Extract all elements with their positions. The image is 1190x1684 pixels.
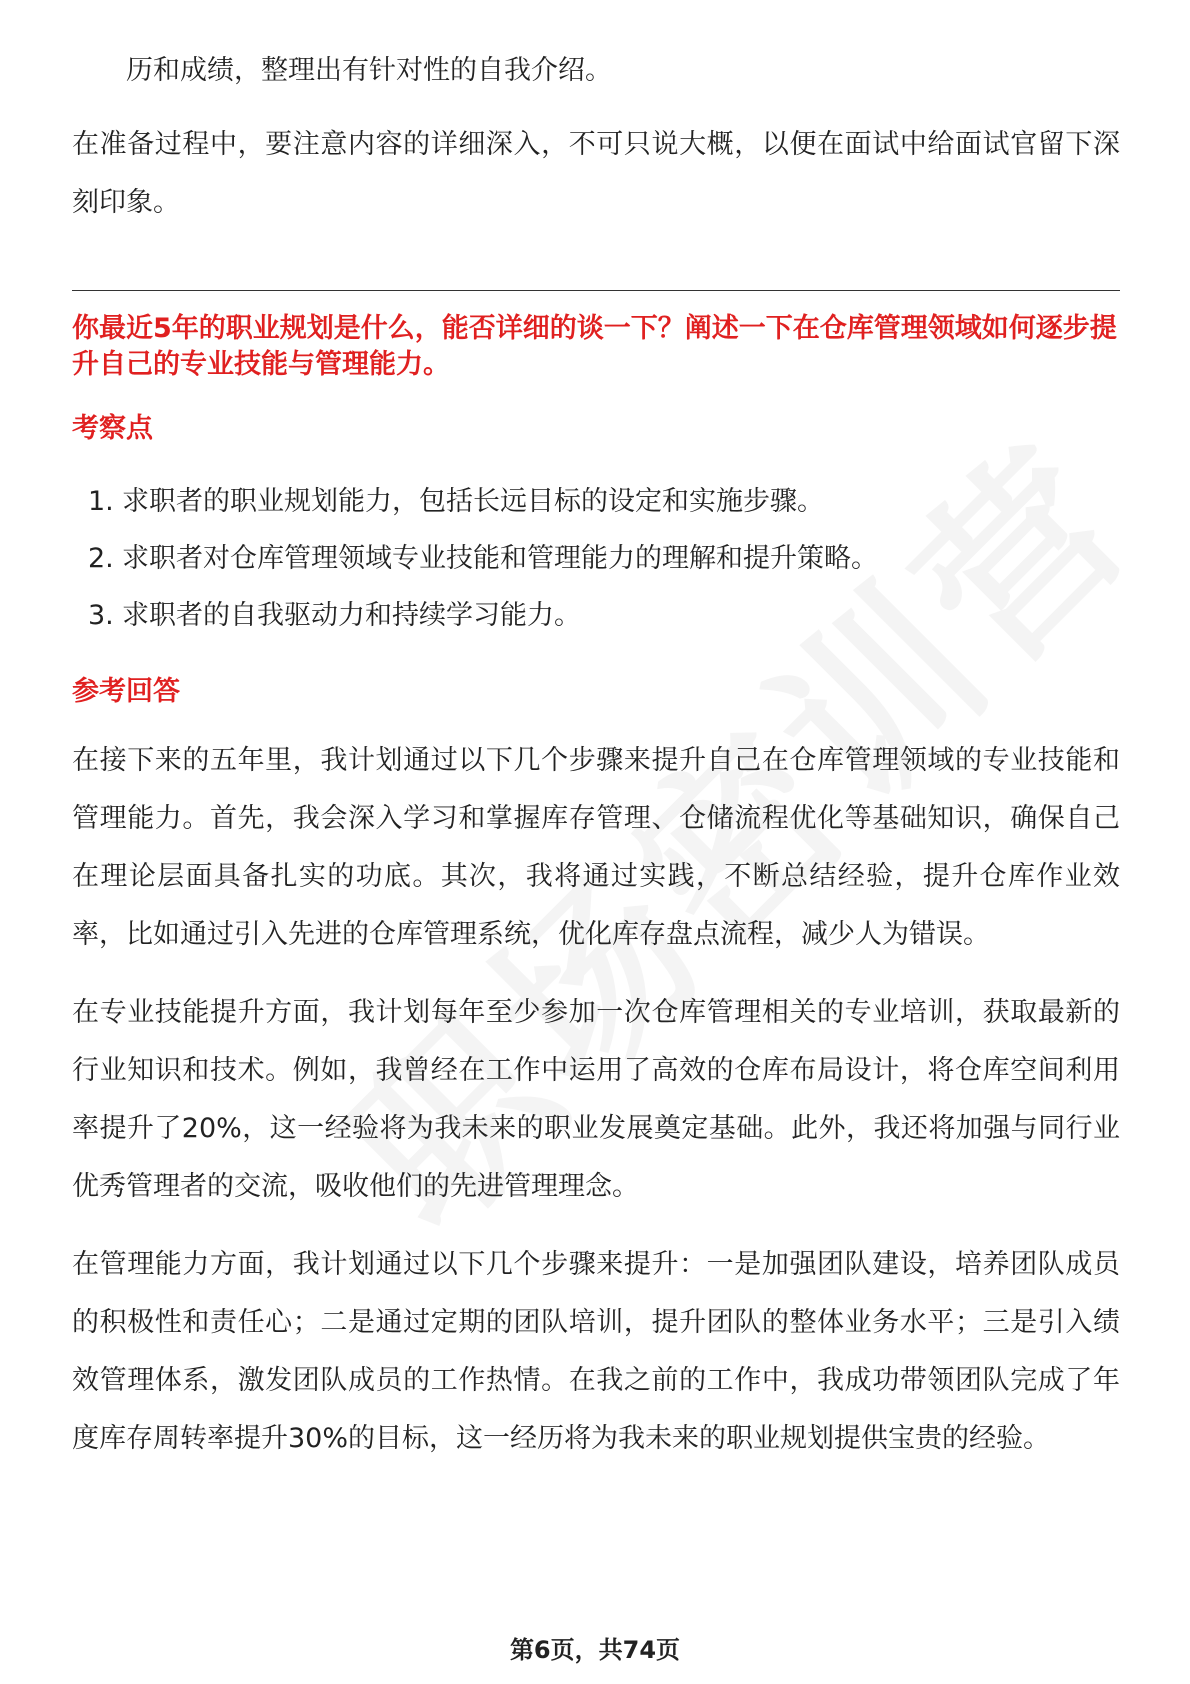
page-number-footer: 第6页，共74页: [509, 1636, 681, 1664]
preparation-note: 在准备过程中，要注意内容的详细深入，不可只说大概，以便在面试中给面试官留下深刻印象。: [72, 129, 1120, 218]
reference-answer-heading: 参考回答: [72, 676, 180, 707]
focus-points-list: [72, 473, 1120, 644]
list-item: [72, 530, 1120, 587]
list-item-number: 2.: [88, 543, 114, 574]
list-item: [72, 473, 1120, 530]
section-divider: [72, 290, 1120, 291]
list-item-text: 求职者的职业规划能力，包括长远目标的设定和实施步骤。: [122, 486, 824, 517]
answer-paragraph-3: 在管理能力方面，我计划通过以下几个步骤来提升：一是加强团队建设，培养团队成员的积极性和责任心；二是通过定期的团队培训，提升团队的整体业务水平；三是引入绩效管理体系，激发团队成员的工作热情。在我之前的工作中，我成功带领团队完成了年度库存周转率提升30%的目标，这一经历将为我未来的职业规划提供宝贵的经验。: [72, 1249, 1120, 1454]
question-heading: 你最近5年的职业规划是什么，能否详细的谈一下？阐述一下在仓库管理领域如何逐步提升自己的专业技能与管理能力。: [72, 313, 1117, 380]
list-item-text: 求职者的自我驱动力和持续学习能力。: [122, 600, 581, 631]
intro-continuation: 历和成绩，整理出有针对性的自我介绍。: [126, 55, 612, 86]
list-item-text: 求职者对仓库管理领域专业技能和管理能力的理解和提升策略。: [122, 543, 878, 574]
list-item-number: 1.: [88, 486, 114, 517]
answer-paragraph-1: 在接下来的五年里，我计划通过以下几个步骤来提升自己在仓库管理领域的专业技能和管理能力。首先，我会深入学习和掌握库存管理、仓储流程优化等基础知识，确保自己在理论层面具备扎实的功底。其次，我将通过实践，不断总结经验，提升仓库作业效率，比如通过引入先进的仓库管理系统，优化库存盘点流程，减少人为错误。: [72, 745, 1120, 950]
page-content: [72, 42, 1120, 1468]
answer-paragraph-2: 在专业技能提升方面，我计划每年至少参加一次仓库管理相关的专业培训，获取最新的行业知识和技术。例如，我曾经在工作中运用了高效的仓库布局设计，将仓库空间利用率提升了20%，这一经验将为我未来的职业发展奠定基础。此外，我还将加强与同行业优秀管理者的交流，吸收他们的先进管理理念。: [72, 997, 1120, 1202]
list-item: [72, 587, 1120, 644]
focus-points-heading: 考察点: [72, 413, 153, 444]
list-item-number: 3.: [88, 600, 114, 631]
